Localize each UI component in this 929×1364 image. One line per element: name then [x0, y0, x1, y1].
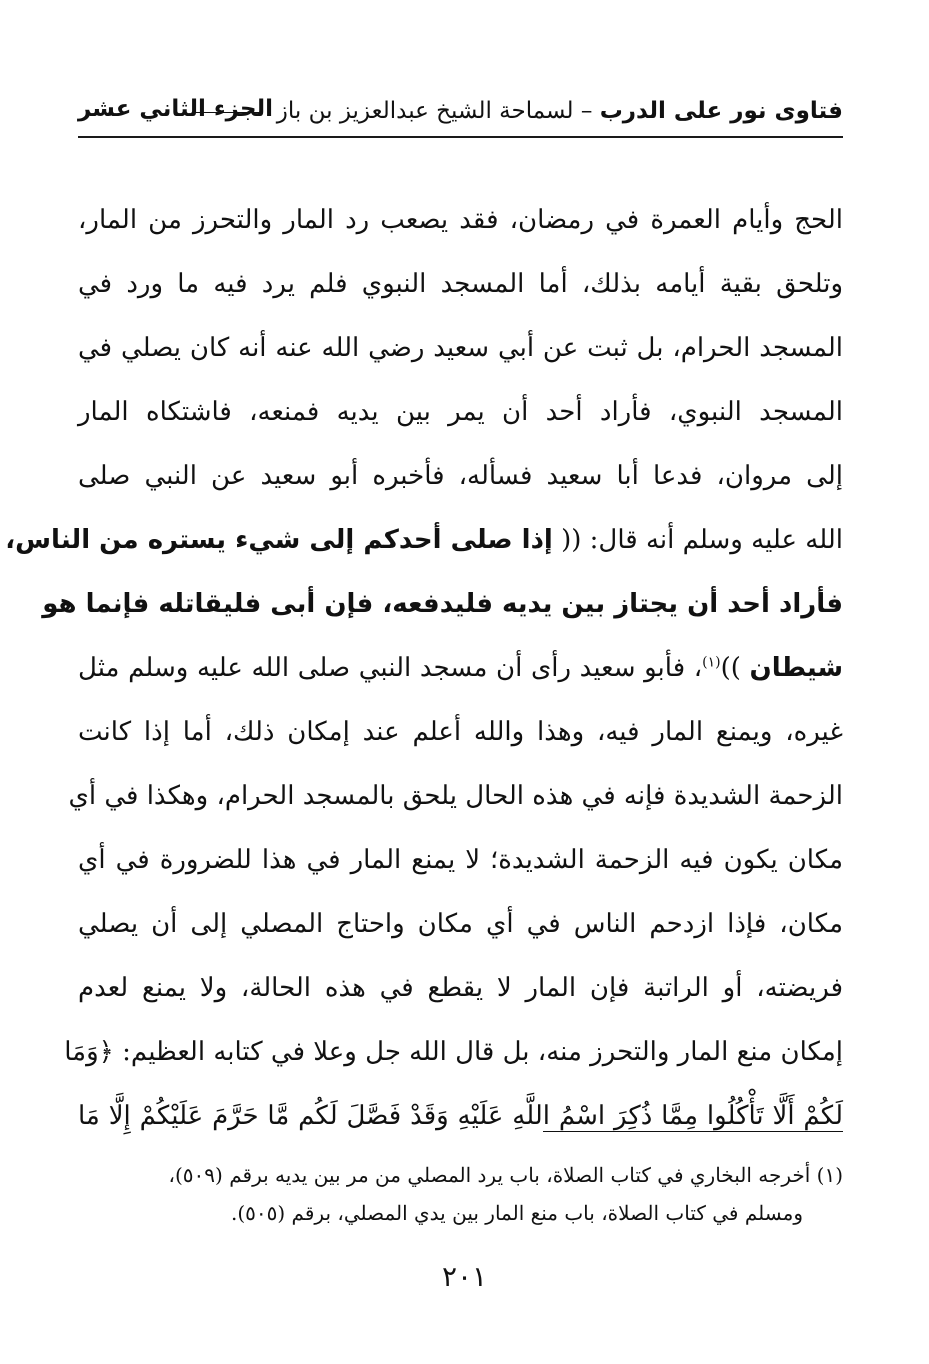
- book-title: فتاوى نور على الدرب: [599, 98, 843, 124]
- footnote-separator: [543, 1131, 843, 1132]
- quote-close: )): [720, 653, 741, 683]
- text-plain: ، فأبو سعيد رأى أن مسجد النبي صلى الله عليه وسلم مثل: [78, 653, 703, 683]
- hadith-text: فأراد أحد أن يجتاز بين يديه فليدفعه، فإن أبى فليقاتله فإنما هو: [42, 589, 843, 619]
- text-line: المسجد الحرام، بل ثبت عن أبي سعيد رضي الله عنه أنه كان يصلي في: [78, 333, 843, 363]
- text-line: [78, 1084, 843, 1148]
- text-line: [78, 636, 843, 700]
- quran-verse: ﴿وَمَا: [64, 1037, 114, 1067]
- main-text: [5, 188, 844, 1148]
- footnotes: [78, 1156, 843, 1232]
- text-line: وتلحق بقية أيامه بذلك، أما المسجد النبوي فلم يرد فيه ما ورد في: [78, 269, 843, 299]
- running-header: [78, 92, 843, 138]
- footnote-reference[interactable]: (١): [702, 654, 721, 671]
- text-line: [5, 508, 843, 572]
- text-line: غيره، ويمنع المار فيه، وهذا والله أعلم عند إمكان ذلك، أما إذا كانت: [78, 717, 843, 747]
- text-line: مكان يكون فيه الزحمة الشديدة؛ لا يمنع المار في هذا للضرورة في أي: [78, 845, 843, 875]
- footnote-line: ومسلم في كتاب الصلاة، باب منع المار بين يدي المصلي، برقم (٥٠٥).: [230, 1201, 803, 1225]
- header-title-group: [187, 98, 843, 124]
- text-plain: الله عليه وسلم أنه قال: ((: [561, 525, 843, 555]
- text-plain: إمكان منع المار والتحرز منه، بل قال الله جل وعلا في كتابه العظيم:: [122, 1037, 843, 1067]
- text-line: المسجد النبوي، فأراد أحد أن يمر بين يديه فمنعه، فاشتكاه المار: [78, 397, 843, 427]
- page-number: ٢٠١: [441, 1260, 488, 1293]
- hadith-text: إذا صلى أحدكم إلى شيء يستره من الناس،: [5, 525, 553, 555]
- text-line: مكان، فإذا ازدحم الناس في أي مكان واحتاج المصلي إلى أن يصلي: [78, 909, 843, 939]
- volume-label: الجزء الثاني عشر: [78, 96, 274, 122]
- text-line: [42, 572, 843, 636]
- quran-verse: لَكُمْ أَلَّا تَأْكُلُوا مِمَّا ذُكِرَ اسْمُ اللَّهِ عَلَيْهِ وَقَدْ فَصَّلَ لَكُم مَّا حَرَّمَ عَلَيْكُمْ إِلَّا مَا: [78, 1101, 843, 1131]
- text-line: [64, 1020, 843, 1084]
- text-line: إلى مروان، فدعا أبا سعيد فسأله، فأخبره أبو سعيد عن النبي صلى: [78, 461, 843, 491]
- footnote-line: (١) أخرجه البخاري في كتاب الصلاة، باب يرد المصلي من مر بين يديه برقم (٥٠٩)،: [168, 1163, 843, 1187]
- text-line: الزحمة الشديدة فإنه في هذه الحال يلحق بالمسجد الحرام، وهكذا في أي: [68, 781, 843, 811]
- text-line: فريضته، أو الراتبة فإن المار لا يقطع في هذه الحالة، ولا يمنع لعدم: [78, 973, 843, 1003]
- hadith-text: شيطان: [749, 653, 844, 683]
- text-line: الحج وأيام العمرة في رمضان، فقد يصعب رد المار والتحرز من المار،: [78, 205, 843, 235]
- author-name: – لسماحة الشيخ عبدالعزيز بن باز: [276, 98, 593, 124]
